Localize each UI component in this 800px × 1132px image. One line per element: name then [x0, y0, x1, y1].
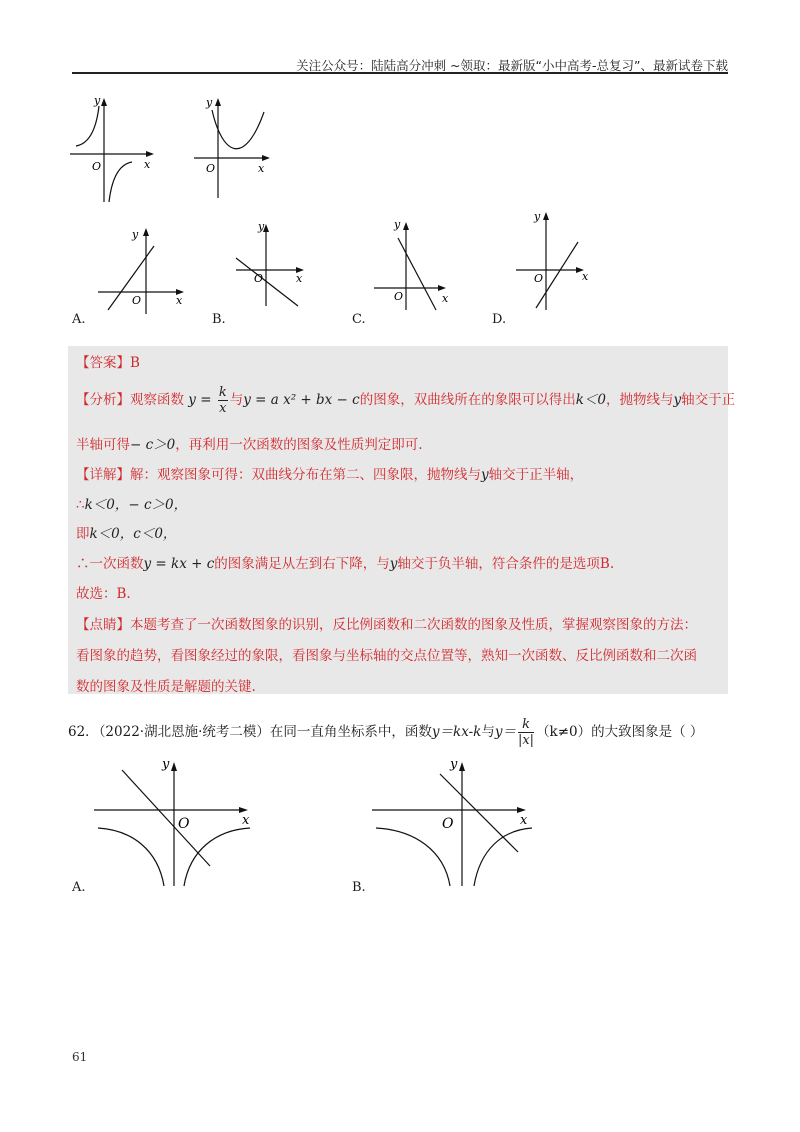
analysis-text-3: ，抛物线与 [606, 392, 674, 408]
y-axis-ref-2: y [481, 467, 489, 483]
option-d-origin-label: O [534, 272, 544, 285]
recip-func-num: k [218, 385, 227, 400]
option-c-letter: C. [352, 312, 366, 327]
parabola-origin-label: O [206, 162, 216, 175]
q62-a-y-label: y [162, 757, 170, 772]
analysis-and: 与 [229, 392, 244, 408]
q62-b-x-label: x [520, 813, 528, 828]
option-d-y-label: y [534, 210, 541, 223]
q62-option-b-letter: B. [352, 880, 366, 895]
cond-c: − c＞0 [130, 437, 176, 453]
q62-a-origin-label: O [178, 816, 190, 832]
hyperbola-graph [70, 92, 160, 207]
answer-tag: 【答案】 [76, 355, 130, 371]
namely-line [76, 522, 176, 542]
therefore-text-a: 一次函数 [89, 556, 144, 572]
therefore-math-1: k＜0，− c＞0， [84, 497, 188, 513]
option-c-graph [372, 214, 462, 314]
q62-b-y-label: y [450, 757, 458, 772]
option-c-y-label: y [394, 218, 401, 231]
question-func-2-num: k [518, 718, 534, 733]
detail-text-2: 轴交于正半轴， [488, 467, 584, 483]
hyperbola-y-label: y [94, 94, 101, 107]
option-b-letter: B. [212, 312, 226, 327]
option-a-x-label: x [176, 294, 183, 307]
analysis-line2-a: 半轴可得 [76, 437, 130, 453]
option-a-origin-label: O [132, 294, 142, 307]
comment-text-1: 本题考查了一次函数图象的识别，反比例函数和二次函数的图象及性质，掌握观察图象的方法： [130, 617, 697, 633]
option-d-letter: D. [492, 312, 507, 327]
option-a-y-label: y [132, 228, 139, 241]
header-rule [72, 72, 728, 74]
option-b-x-label: x [296, 272, 303, 285]
analysis-text-1: 观察函数 [130, 392, 184, 408]
hyperbola-origin-label: O [92, 160, 102, 173]
therefore-line-1 [76, 493, 187, 513]
analysis-tag: 【分析】 [76, 392, 130, 408]
analysis-line-2 [76, 433, 423, 453]
question-func-1: y＝kx-k [431, 724, 482, 740]
y-axis-ref-3: y [389, 556, 398, 572]
question-62 [68, 718, 703, 747]
comment-line-1 [76, 613, 697, 633]
question-source: （2022·湖北恩施·统考二模）在同一直角坐标系中，函数 [98, 724, 432, 740]
therefore-text-c: 轴交于负半轴，符合条件的是选项B. [397, 556, 615, 572]
answer-line [76, 351, 140, 371]
parabola-graph [192, 92, 282, 202]
therefore-text-b: 的图象满足从左到右下降，与 [214, 556, 390, 572]
option-b-graph [232, 218, 322, 313]
cond-k: k＜0 [575, 392, 607, 408]
y-axis-ref-1: y [673, 392, 682, 408]
option-b-y-label: y [258, 220, 265, 233]
option-d-graph [512, 204, 602, 314]
q62-a-x-label: x [242, 813, 250, 828]
q62-option-a-letter: A. [72, 880, 86, 895]
q62-option-a-graph [92, 756, 262, 890]
analysis-line2-b: ，再利用一次函数的图象及性质判定即可. [175, 437, 423, 453]
question-func-2-y: y＝ [494, 724, 516, 740]
question-number: 62． [68, 724, 99, 740]
analysis-line-1: 【分析】观察函数 y = $\frac{k}{x}$ 与y = a x² + bx − c的图象，双曲线所在的象限可以得出k＜0，抛物线与y轴交于正 [76, 385, 736, 416]
comment-tag: 【点睛】 [76, 617, 130, 633]
recip-func-den: x [219, 401, 227, 416]
q62-b-origin-label: O [442, 816, 454, 832]
option-a-letter: A. [72, 312, 86, 327]
option-c-x-label: x [442, 292, 449, 305]
page-header: 关注公众号：陆陆高分冲刺 ~领取：最新版“小中高考-总复习”、最新试卷下载 [296, 58, 728, 73]
therefore-symbol-1: ∴ [76, 497, 85, 513]
page-number: 61 [72, 1050, 88, 1064]
option-c-origin-label: O [394, 290, 404, 303]
recip-func-y: y [188, 392, 196, 408]
analysis-text-4: 轴交于正 [681, 392, 736, 408]
therefore-symbol-2: ∴ [76, 556, 90, 572]
linear-func: y = kx + c [143, 556, 215, 572]
q62-option-b-graph [370, 756, 540, 890]
recip-func-fraction [218, 386, 228, 415]
question-func-2-fraction [518, 718, 534, 747]
comment-line-2: 看图象的趋势，看图象经过的象限，看图象与坐标轴的交点位置等，熟知一次函数、反比例函数和二次函 [76, 648, 697, 664]
option-b-origin-label: O [254, 272, 264, 285]
namely-word: 即 [76, 526, 90, 542]
detail-line [76, 463, 583, 483]
detail-tag: 【详解】 [76, 467, 130, 483]
answer-value: B [130, 355, 140, 371]
comment-line-3: 数的图象及性质是解题的关键. [76, 679, 256, 695]
choose-line: 故选：B. [76, 586, 131, 602]
namely-math: k＜0，c＜0， [89, 526, 177, 542]
option-a-graph [96, 222, 196, 317]
question-func-2-den: |x| [517, 733, 535, 748]
therefore-line-2 [76, 552, 614, 572]
parabola-y-label: y [206, 96, 213, 109]
detail-text-1: 解：观察图象可得：双曲线分布在第二、四象限，抛物线与 [130, 467, 481, 483]
question-and: 与 [481, 724, 495, 740]
hyperbola-x-label: x [144, 158, 151, 171]
parabola-x-label: x [258, 162, 265, 175]
quad-func: y = a x² + bx − c [243, 392, 360, 408]
option-d-x-label: x [582, 270, 589, 283]
question-condition: （k≠0）的大致图象是（ ） [536, 724, 704, 740]
analysis-text-2: 的图象，双曲线所在的象限可以得出 [359, 392, 576, 408]
